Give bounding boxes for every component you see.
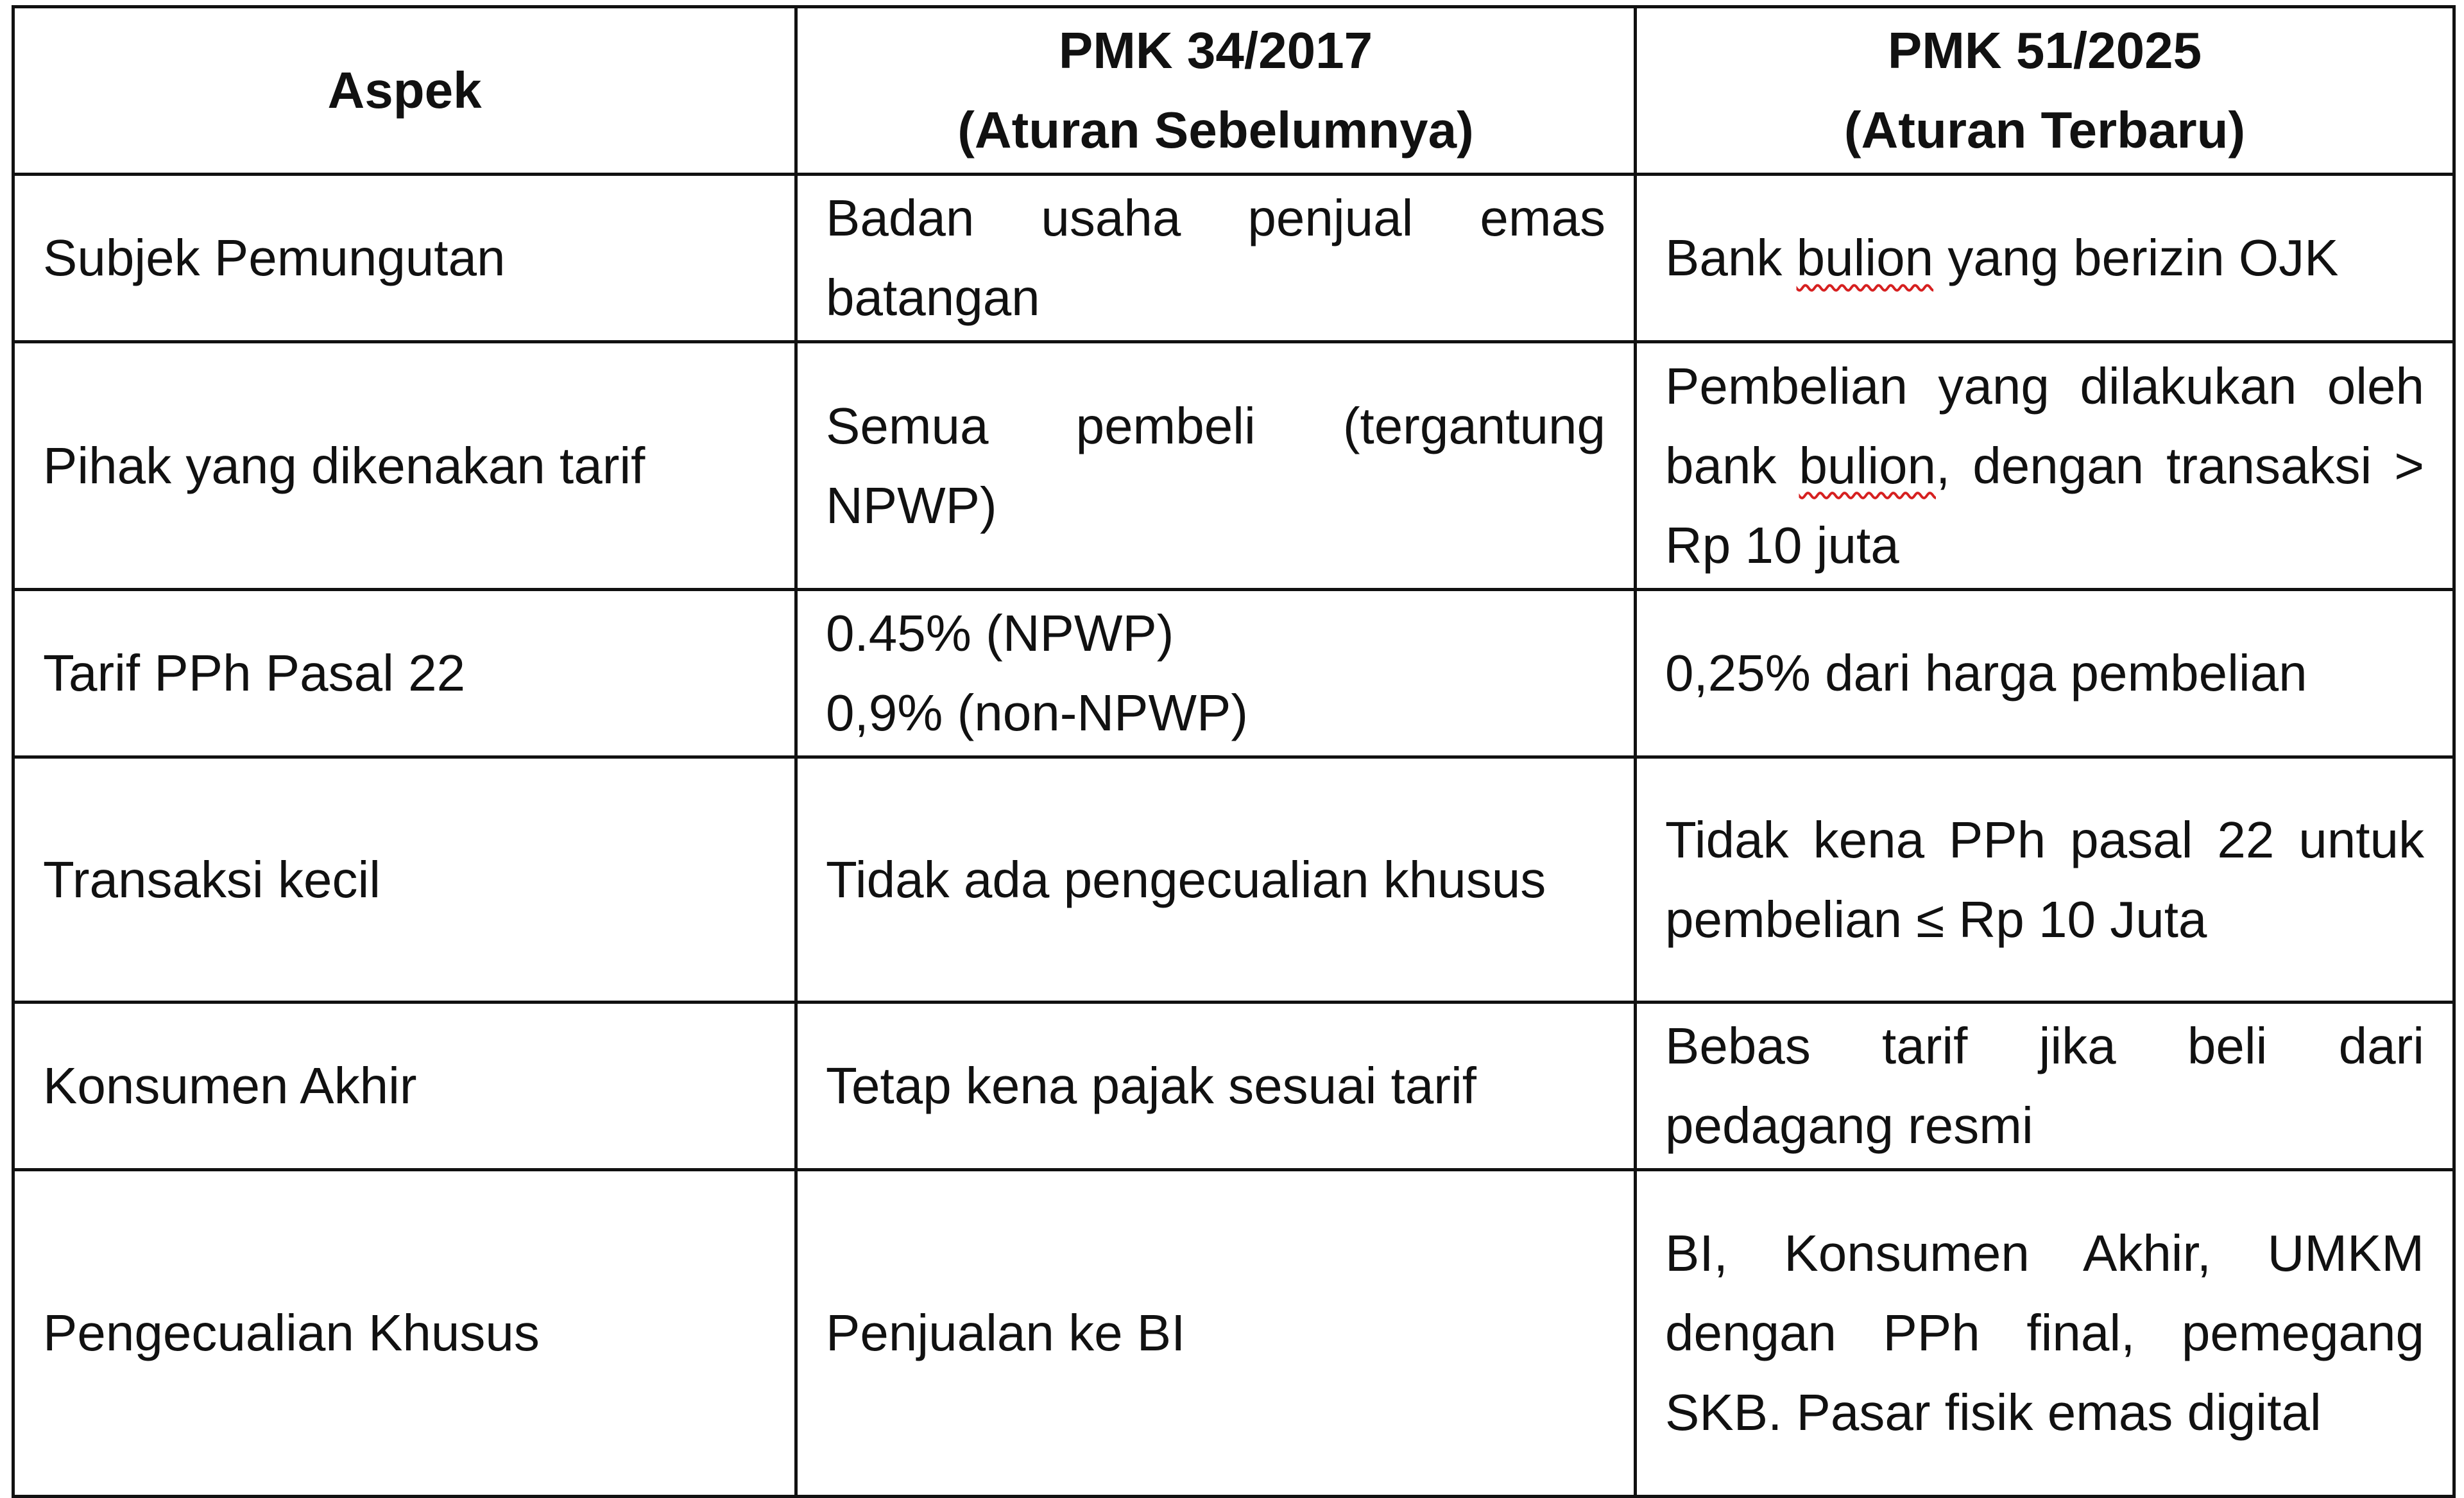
new-rule-cell: 0,25% dari harga pembelian: [1636, 590, 2454, 757]
table-row: [13, 590, 2454, 757]
header-old-rule: [796, 7, 1636, 175]
comparison-table: [12, 5, 2456, 1498]
table-row: [13, 342, 2454, 590]
new-rule-cell: Bebas tarif jika beli dari pedagang resmi: [1636, 1003, 2454, 1170]
header-new-rule-title: PMK 51/2025: [1887, 22, 2202, 79]
aspect-cell: Pihak yang dikenakan tarif: [13, 342, 796, 590]
header-new-rule: [1636, 7, 2454, 175]
aspect-cell: Transaksi kecil: [13, 757, 796, 1003]
old-rule-cell: Tetap kena pajak sesuai tarif: [796, 1003, 1636, 1170]
spellcheck-word: bulion: [1799, 436, 1936, 494]
spellcheck-word: bulion: [1796, 229, 1934, 286]
header-old-rule-subtitle: (Aturan Sebelumnya): [957, 101, 1474, 159]
header-aspect-label: Aspek: [327, 62, 482, 119]
old-rule-cell: [796, 590, 1636, 757]
table-row: [13, 1170, 2454, 1497]
header-aspect: [13, 7, 796, 175]
old-rule-line: 0.45% (NPWP): [826, 605, 1174, 662]
new-rule-text-pre: Bank: [1665, 229, 1797, 286]
table-header-row: [13, 7, 2454, 175]
new-rule-cell: BI, Konsumen Akhir, UMKM dengan PPh final, pemegang SKB. Pasar fisik emas digital: [1636, 1170, 2454, 1497]
new-rule-cell: [1636, 175, 2454, 342]
new-rule-text-pre: Pembelian yang dilakukan oleh bank: [1665, 357, 2424, 494]
table-row: [13, 757, 2454, 1003]
new-rule-text-post: , dengan transaksi > Rp 10 juta: [1665, 436, 2425, 574]
aspect-cell: Konsumen Akhir: [13, 1003, 796, 1170]
old-rule-cell: Penjualan ke BI: [796, 1170, 1636, 1497]
header-old-rule-title: PMK 34/2017: [1058, 22, 1373, 79]
header-new-rule-subtitle: (Aturan Terbaru): [1844, 101, 2246, 159]
table-row: [13, 1003, 2454, 1170]
new-rule-cell: [1636, 342, 2454, 590]
old-rule-cell: Semua pembeli (tergantung NPWP): [796, 342, 1636, 590]
aspect-cell: Subjek Pemungutan: [13, 175, 796, 342]
aspect-cell: Pengecualian Khusus: [13, 1170, 796, 1497]
old-rule-cell: Badan usaha penjual emas batangan: [796, 175, 1636, 342]
new-rule-text-post: yang berizin OJK: [1933, 229, 2339, 286]
old-rule-cell: Tidak ada pengecualian khusus: [796, 757, 1636, 1003]
aspect-cell: Tarif PPh Pasal 22: [13, 590, 796, 757]
new-rule-cell: Tidak kena PPh pasal 22 untuk pembelian ≤ Rp 10 Juta: [1636, 757, 2454, 1003]
table-row: [13, 175, 2454, 342]
old-rule-line: 0,9% (non-NPWP): [826, 684, 1248, 741]
